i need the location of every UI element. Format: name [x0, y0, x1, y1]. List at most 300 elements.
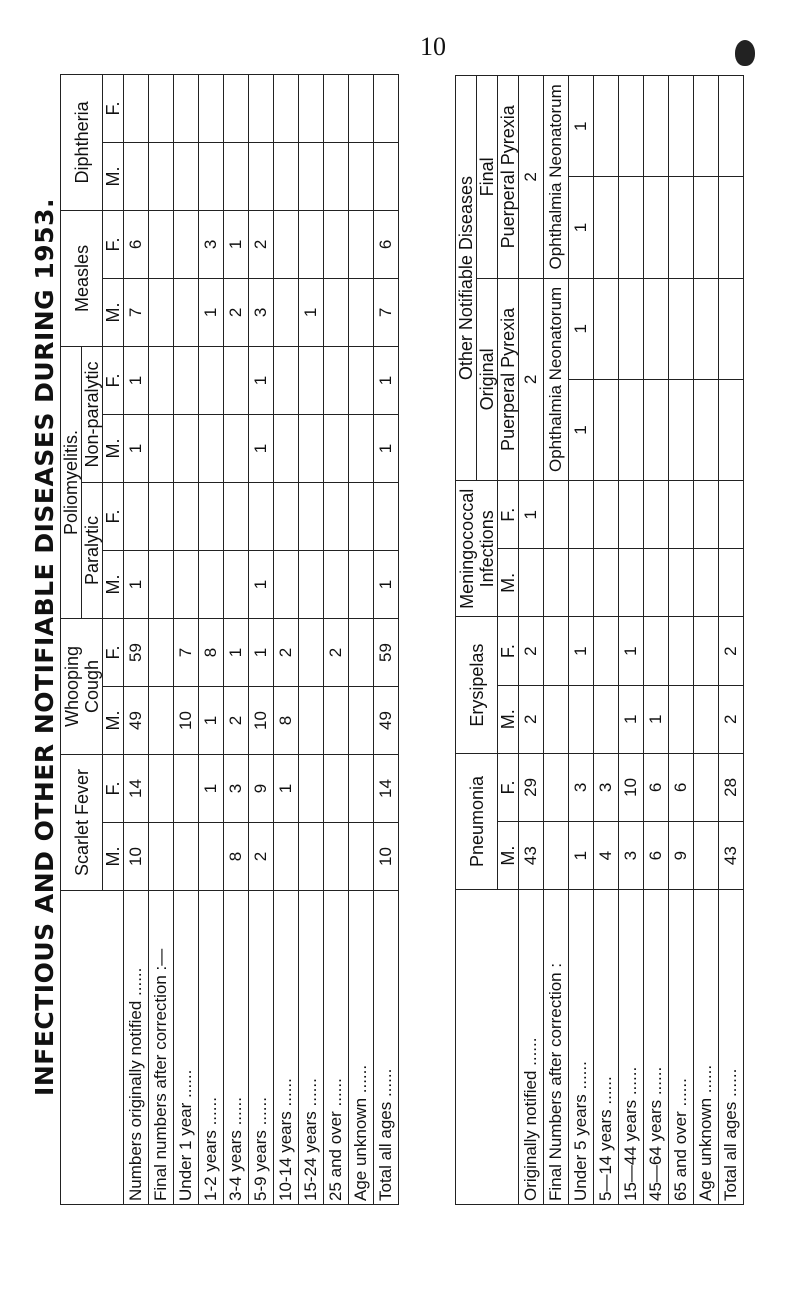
corner-mark: [735, 40, 755, 66]
row-label: 3-4 years ......: [224, 891, 249, 1205]
empty-cell: [644, 278, 669, 379]
value-cell: [149, 550, 174, 618]
value-cell: [274, 278, 299, 346]
value-cell: [544, 549, 569, 617]
value-cell: 59: [374, 618, 399, 686]
header-measles: Measles: [61, 210, 103, 346]
header-paralytic: Paralytic: [82, 482, 103, 618]
value-cell: 49: [374, 686, 399, 754]
value-cell: [199, 823, 224, 891]
rotated-tables: [60, 75, 790, 1205]
value-cell: [349, 346, 374, 414]
value-cell: 2: [224, 686, 249, 754]
empty-cell: [719, 177, 744, 278]
value-cell: [594, 481, 619, 549]
value-cell: 2: [719, 617, 744, 685]
row-label: 1-2 years ......: [199, 891, 224, 1205]
value-cell: [274, 142, 299, 210]
sex-f: F.: [103, 754, 124, 822]
header-puerperal-pyrexia-original: Puerperal Pyrexia: [498, 278, 519, 481]
empty-cell: [644, 177, 669, 278]
empty-cell: [619, 76, 644, 177]
value-cell: 1: [199, 278, 224, 346]
value-cell: [324, 550, 349, 618]
empty-cell: [644, 76, 669, 177]
empty-cell: [619, 379, 644, 480]
sex-f: F.: [498, 481, 519, 549]
value-cell: 1: [569, 822, 594, 890]
table-row: [669, 76, 694, 1205]
value-cell: 1: [519, 481, 544, 549]
empty-cell: [694, 177, 719, 278]
header-other-notifiable: Other Notifiable Diseases: [456, 76, 477, 481]
value-cell: [594, 685, 619, 753]
empty-cell: [669, 278, 694, 379]
value-cell: [619, 481, 644, 549]
empty-cell: [694, 278, 719, 379]
value-cell: [124, 482, 149, 550]
value-cell: 1: [619, 617, 644, 685]
row-label: Total all ages ......: [719, 890, 744, 1205]
value-cell: 1: [299, 278, 324, 346]
value-cell: 1: [199, 754, 224, 822]
value-cell: 6: [644, 753, 669, 821]
value-cell: 1: [124, 346, 149, 414]
value-cell: 49: [124, 686, 149, 754]
value-cell: [174, 414, 199, 482]
value-cell: [274, 823, 299, 891]
value-cell: [544, 617, 569, 685]
empty-cell: [694, 76, 719, 177]
value-cell: [569, 685, 594, 753]
empty-cell: [669, 76, 694, 177]
value-cell: [299, 823, 324, 891]
value-cell: [224, 346, 249, 414]
table-row: [519, 76, 544, 1205]
empty-cell: [719, 278, 744, 379]
value-cell: [544, 685, 569, 753]
value-cell: 1: [249, 618, 274, 686]
value-cell: 2: [249, 823, 274, 891]
value-cell: [324, 482, 349, 550]
empty-cell: [669, 379, 694, 480]
value-cell: [644, 481, 669, 549]
value-cell: [174, 142, 199, 210]
empty-cell: [719, 379, 744, 480]
value-cell: 2: [719, 685, 744, 753]
value-cell: [149, 754, 174, 822]
sex-f: F.: [103, 618, 124, 686]
value-cell: [324, 346, 349, 414]
table-row: [594, 76, 619, 1205]
value-cell: [174, 823, 199, 891]
value-cell: [199, 414, 224, 482]
header-original: Original: [477, 278, 498, 481]
value-cell: 28: [719, 753, 744, 821]
sex-m: M.: [103, 278, 124, 346]
value-cell: [149, 210, 174, 278]
row-label: Numbers originally notified ......: [124, 891, 149, 1205]
row-label: Final Numbers after correction :: [544, 890, 569, 1205]
value-cell: [349, 210, 374, 278]
value-cell: 14: [374, 754, 399, 822]
value-cell: 29: [519, 753, 544, 821]
row-label: 10-14 years ......: [274, 891, 299, 1205]
value-cell: [324, 754, 349, 822]
value-cell: [619, 549, 644, 617]
value-cell: [174, 482, 199, 550]
value-cell: 14: [124, 754, 149, 822]
sex-m: M.: [103, 414, 124, 482]
value-cell: [349, 74, 374, 142]
table-row: [694, 76, 719, 1205]
sex-m: M.: [103, 550, 124, 618]
empty-cell: [644, 379, 669, 480]
value-cell: [174, 550, 199, 618]
value-cell: 7: [174, 618, 199, 686]
value-cell: [199, 482, 224, 550]
ophthalmia-f: 1: [569, 278, 594, 379]
value-cell: [299, 74, 324, 142]
value-cell: [274, 414, 299, 482]
value-cell: [224, 550, 249, 618]
value-cell: [249, 142, 274, 210]
empty-cell: [594, 76, 619, 177]
value-cell: [274, 482, 299, 550]
row-label: Age unknown ......: [694, 890, 719, 1205]
value-cell: 9: [249, 754, 274, 822]
value-cell: 1: [224, 210, 249, 278]
header-meningococcal: Meningococcal Infections: [456, 481, 498, 617]
value-cell: [694, 549, 719, 617]
value-cell: [299, 550, 324, 618]
sex-f: F.: [498, 753, 519, 821]
value-cell: [149, 142, 174, 210]
value-cell: 8: [199, 618, 224, 686]
value-cell: [669, 481, 694, 549]
ophthalmia-m: 1: [569, 379, 594, 480]
value-cell: [174, 754, 199, 822]
header-final: Final: [477, 76, 498, 279]
value-cell: [149, 686, 174, 754]
header-puerperal-pyrexia-final: Puerperal Pyrexia: [498, 76, 519, 279]
value-cell: [324, 278, 349, 346]
empty-cell: [594, 177, 619, 278]
value-cell: 7: [374, 278, 399, 346]
sex-m: M.: [498, 549, 519, 617]
sex-f: F.: [103, 210, 124, 278]
table-row: [124, 74, 149, 1204]
value-cell: [274, 346, 299, 414]
empty-cell: [719, 76, 744, 177]
page-number: 10: [420, 32, 446, 61]
value-cell: [349, 278, 374, 346]
value-cell: [224, 142, 249, 210]
table-row: [544, 76, 569, 1205]
header-pneumonia: Pneumonia: [456, 753, 498, 889]
empty-cell: [619, 177, 644, 278]
header-scarlet-fever: Scarlet Fever: [61, 754, 103, 890]
row-label: 25 and over ......: [324, 891, 349, 1205]
value-cell: [324, 823, 349, 891]
value-cell: 10: [124, 823, 149, 891]
value-cell: [349, 142, 374, 210]
value-cell: [224, 414, 249, 482]
row-label: Final numbers after correction :—: [149, 891, 174, 1205]
lower-table: [455, 75, 744, 1205]
ophthalmia-header-final: Ophthalmia Neonatorum: [544, 76, 569, 279]
value-cell: 6: [644, 822, 669, 890]
value-cell: [224, 74, 249, 142]
value-cell: [274, 210, 299, 278]
value-cell: [669, 549, 694, 617]
puerperal-final: 2: [519, 76, 544, 279]
value-cell: [299, 414, 324, 482]
sex-m: M.: [498, 822, 519, 890]
value-cell: 1: [224, 618, 249, 686]
value-cell: 1: [374, 414, 399, 482]
value-cell: [374, 482, 399, 550]
value-cell: [719, 549, 744, 617]
value-cell: [174, 74, 199, 142]
value-cell: 1: [374, 346, 399, 414]
value-cell: 6: [124, 210, 149, 278]
value-cell: 3: [569, 753, 594, 821]
value-cell: 1: [569, 617, 594, 685]
table-row: [149, 74, 174, 1204]
header-poliomyelitis: Poliomyelitis.: [61, 346, 82, 618]
value-cell: [299, 210, 324, 278]
value-cell: [324, 74, 349, 142]
value-cell: 43: [719, 822, 744, 890]
value-cell: [149, 346, 174, 414]
value-cell: [174, 210, 199, 278]
value-cell: [349, 686, 374, 754]
row-label: 15—44 years ......: [619, 890, 644, 1205]
value-cell: [374, 74, 399, 142]
value-cell: 6: [669, 753, 694, 821]
value-cell: [349, 754, 374, 822]
value-cell: [594, 617, 619, 685]
value-cell: [644, 549, 669, 617]
value-cell: [719, 481, 744, 549]
value-cell: [324, 210, 349, 278]
table-row: [349, 74, 374, 1204]
value-cell: [149, 482, 174, 550]
table-row: [324, 74, 349, 1204]
sex-f: F.: [103, 74, 124, 142]
table-row: [644, 76, 669, 1205]
table-row: [374, 74, 399, 1204]
value-cell: 3: [224, 754, 249, 822]
value-cell: 3: [619, 822, 644, 890]
upper-table-body: [124, 74, 399, 1204]
value-cell: [274, 550, 299, 618]
value-cell: 2: [224, 278, 249, 346]
table-row: [299, 74, 324, 1204]
value-cell: [544, 753, 569, 821]
value-cell: [174, 278, 199, 346]
row-label: 45—64 years ......: [644, 890, 669, 1205]
ophthalmia-header-original: Ophthalmia Neonatorum: [544, 278, 569, 481]
table-row: [569, 76, 594, 1205]
empty-cell: [619, 278, 644, 379]
value-cell: [569, 549, 594, 617]
row-label: 5—14 years ......: [594, 890, 619, 1205]
value-cell: [199, 142, 224, 210]
corner-cell: [61, 891, 124, 1205]
value-cell: 59: [124, 618, 149, 686]
sex-m: M.: [103, 823, 124, 891]
value-cell: [149, 414, 174, 482]
value-cell: [544, 481, 569, 549]
value-cell: [644, 617, 669, 685]
table-row: [274, 74, 299, 1204]
value-cell: [124, 74, 149, 142]
value-cell: [149, 278, 174, 346]
value-cell: 1: [199, 686, 224, 754]
value-cell: 1: [124, 414, 149, 482]
value-cell: 9: [669, 822, 694, 890]
value-cell: [149, 74, 174, 142]
value-cell: [349, 823, 374, 891]
sex-m: M.: [498, 685, 519, 753]
value-cell: 2: [519, 685, 544, 753]
value-cell: 1: [249, 414, 274, 482]
value-cell: 10: [174, 686, 199, 754]
row-label: 65 and over ......: [669, 890, 694, 1205]
empty-cell: [594, 278, 619, 379]
value-cell: [349, 618, 374, 686]
value-cell: [299, 346, 324, 414]
value-cell: [224, 482, 249, 550]
sex-m: M.: [103, 686, 124, 754]
row-label: 15-24 years ......: [299, 891, 324, 1205]
puerperal-original: 2: [519, 278, 544, 481]
value-cell: [569, 481, 594, 549]
value-cell: [299, 686, 324, 754]
page-title: INFECTIOUS AND OTHER NOTIFIABLE DISEASES DURING 1953.: [30, 198, 59, 1096]
table-row: [174, 74, 199, 1204]
upper-table: [60, 74, 399, 1205]
value-cell: 2: [519, 617, 544, 685]
value-cell: [324, 686, 349, 754]
header-non-paralytic: Non-paralytic: [82, 346, 103, 482]
table-row: [619, 76, 644, 1205]
value-cell: [249, 74, 274, 142]
value-cell: [174, 346, 199, 414]
row-label: Under 5 years ......: [569, 890, 594, 1205]
table-row: [199, 74, 224, 1204]
table-row: [719, 76, 744, 1205]
value-cell: 1: [124, 550, 149, 618]
empty-cell: [669, 177, 694, 278]
value-cell: [374, 142, 399, 210]
value-cell: [149, 823, 174, 891]
value-cell: [299, 142, 324, 210]
value-cell: 2: [249, 210, 274, 278]
value-cell: [694, 685, 719, 753]
value-cell: 10: [374, 823, 399, 891]
value-cell: [669, 617, 694, 685]
empty-cell: [594, 379, 619, 480]
value-cell: 6: [374, 210, 399, 278]
lower-table-body: [519, 76, 744, 1205]
sex-f: F.: [498, 617, 519, 685]
row-label: Age unknown ......: [349, 891, 374, 1205]
empty-cell: [694, 379, 719, 480]
value-cell: 10: [249, 686, 274, 754]
value-cell: 7: [124, 278, 149, 346]
row-label: Total all ages ......: [374, 891, 399, 1205]
row-label: Originally notified ......: [519, 890, 544, 1205]
value-cell: 3: [199, 210, 224, 278]
value-cell: 1: [249, 550, 274, 618]
value-cell: 1: [619, 685, 644, 753]
value-cell: [324, 142, 349, 210]
value-cell: [149, 618, 174, 686]
value-cell: [199, 550, 224, 618]
value-cell: [594, 549, 619, 617]
value-cell: [349, 550, 374, 618]
header-diphtheria: Diphtheria: [61, 74, 103, 210]
value-cell: 4: [594, 822, 619, 890]
row-label: 5-9 years ......: [249, 891, 274, 1205]
value-cell: [299, 482, 324, 550]
value-cell: 10: [619, 753, 644, 821]
corner-cell: [456, 890, 519, 1205]
value-cell: 1: [274, 754, 299, 822]
value-cell: 8: [224, 823, 249, 891]
value-cell: [669, 685, 694, 753]
header-erysipelas: Erysipelas: [456, 617, 498, 753]
value-cell: [299, 618, 324, 686]
ophthalmia-m: 1: [569, 177, 594, 278]
ophthalmia-f: 1: [569, 76, 594, 177]
value-cell: [249, 482, 274, 550]
value-cell: [544, 822, 569, 890]
value-cell: [694, 481, 719, 549]
value-cell: 1: [249, 346, 274, 414]
value-cell: 43: [519, 822, 544, 890]
table-row: [224, 74, 249, 1204]
sex-m: M.: [103, 142, 124, 210]
table-row: [249, 74, 274, 1204]
value-cell: [299, 754, 324, 822]
value-cell: 3: [249, 278, 274, 346]
value-cell: [324, 414, 349, 482]
sex-f: F.: [103, 346, 124, 414]
value-cell: [349, 414, 374, 482]
header-whooping-cough: Whooping Cough: [61, 618, 103, 754]
value-cell: [199, 346, 224, 414]
value-cell: [274, 74, 299, 142]
value-cell: [694, 822, 719, 890]
value-cell: 1: [644, 685, 669, 753]
value-cell: 1: [374, 550, 399, 618]
value-cell: 8: [274, 686, 299, 754]
value-cell: [199, 74, 224, 142]
value-cell: 2: [274, 618, 299, 686]
value-cell: [124, 142, 149, 210]
value-cell: [349, 482, 374, 550]
value-cell: [694, 617, 719, 685]
sex-f: F.: [103, 482, 124, 550]
value-cell: 3: [594, 753, 619, 821]
value-cell: [519, 549, 544, 617]
value-cell: 2: [324, 618, 349, 686]
value-cell: [694, 753, 719, 821]
